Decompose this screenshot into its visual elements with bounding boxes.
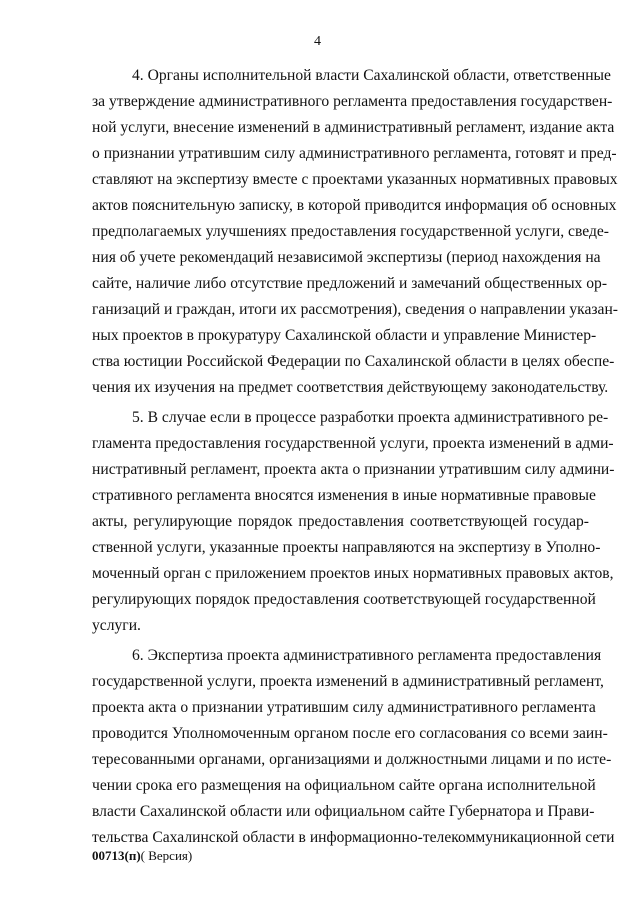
document-body (92, 63, 618, 851)
text-line: регулирующих порядок предоставления соответствующей государственной (92, 591, 596, 608)
text-line: 4. Органы исполнительной власти Сахалинской области, ответственные (132, 67, 611, 84)
text-line: 5. В случае если в процессе разработки проекта административного ре- (132, 409, 609, 426)
text-line: ных проектов в прокуратуру Сахалинской области и управление Министер- (92, 327, 597, 344)
text-line: нистративный регламент, проекта акта о признании утратившим силу админи- (92, 461, 615, 478)
text-line: акты, регулирующие порядок предоставления соответствующей государ- (92, 513, 589, 530)
text-line: актов пояснительную записку, в которой приводится информация об основных (92, 197, 617, 214)
text-line: ства юстиции Российской Федерации по Сахалинской области в целях обеспе- (92, 353, 615, 370)
text-line: ственной услуги, указанные проекты направляются на экспертизу в Уполно- (92, 539, 601, 556)
page-number: 4 (314, 34, 321, 49)
text-line: ставляют на экспертизу вместе с проектами указанных нормативных правовых (92, 171, 618, 188)
text-line: проекта акта о признании утратившим силу административного регламента (92, 699, 596, 716)
paragraph-4 (92, 63, 618, 401)
text-line: проводится Уполномоченным органом после его согласования со всеми заин- (92, 725, 608, 742)
text-line: ной услуги, внесение изменений в административный регламент, издание акта (92, 119, 615, 136)
text-line: стративного регламента вносятся изменения в иные нормативные правовые (92, 487, 596, 504)
document-version: ( Версия) (140, 848, 193, 863)
text-line: ганизаций и граждан, итоги их рассмотрения), сведения о направлении указан- (92, 301, 618, 318)
text-line: предполагаемых улучшениях предоставления государственной услуги, сведе- (92, 223, 609, 240)
text-line: государственной услуги, проекта изменений в административный регламент, (92, 673, 604, 690)
text-line: сайте, наличие либо отсутствие предложений и замечаний общественных ор- (92, 275, 608, 292)
text-line: чения их изучения на предмет соответствия действующему законодательству. (92, 379, 609, 396)
document-code: 00713(п) (92, 848, 141, 863)
text-line: за утверждение административного регламента предоставления государствен- (92, 93, 613, 110)
text-line: услуги. (92, 617, 141, 634)
document-footer (92, 848, 192, 864)
text-line: тересованными органами, организациями и должностными лицами и по исте- (92, 751, 612, 768)
text-line: о признании утратившим силу административного регламента, готовят и пред- (92, 145, 617, 162)
paragraph-5 (92, 405, 615, 639)
text-line: чении срока его размещения на официальном сайте органа исполнительной (92, 777, 596, 794)
text-line: моченный орган с приложением проектов иных нормативных правовых актов, (92, 565, 614, 582)
text-line: власти Сахалинской области или официальном сайте Губернатора и Прави- (92, 803, 595, 820)
paragraph-6 (92, 643, 615, 851)
text-line: 6. Экспертиза проекта административного регламента предоставления (132, 647, 602, 664)
text-line: тельства Сахалинской области в информационно-телекоммуникационной сети (92, 829, 615, 846)
text-line: гламента предоставления государственной услуги, проекта изменений в адми- (92, 435, 614, 452)
text-line: ния об учете рекомендаций независимой экспертизы (период нахождения на (92, 249, 601, 266)
